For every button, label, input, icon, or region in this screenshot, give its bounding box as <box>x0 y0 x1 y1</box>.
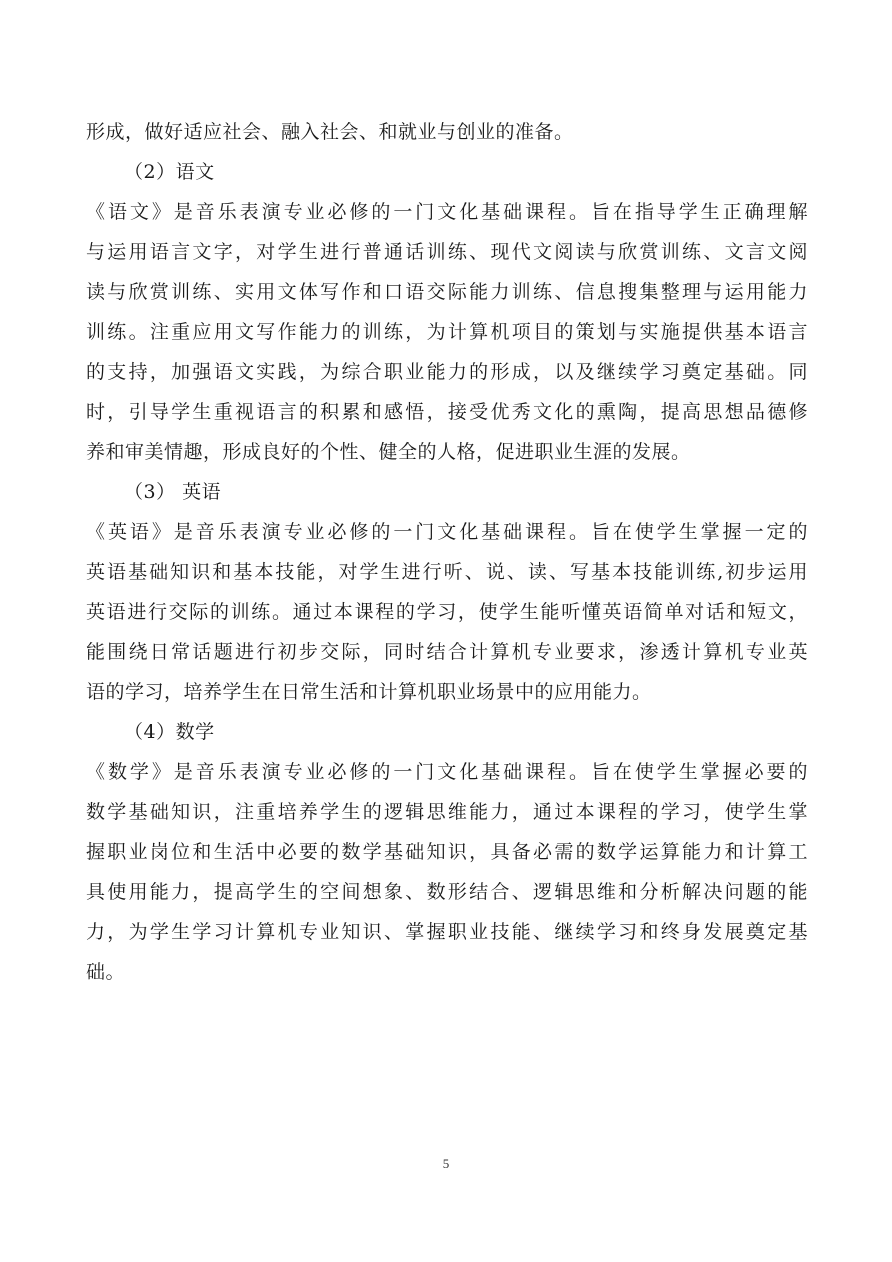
document-body <box>86 112 808 992</box>
paragraph-line: 数学基础知识，注重培养学生的逻辑思维能力，通过本课程的学习，使学生掌 <box>86 801 808 823</box>
paragraph-line: 力，为学生学习计算机专业知识、掌握职业技能、继续学习和终身发展奠定基 <box>86 921 808 943</box>
paragraph-line: 础。 <box>86 961 126 983</box>
paragraph-line: 形成，做好适应社会、融入社会、和就业与创业的准备。 <box>86 121 574 143</box>
paragraph-line: 《英语》是音乐表演专业必修的一门文化基础课程。旨在使学生掌握一定的 <box>86 521 808 543</box>
paragraph-line: 读与欣赏训练、实用文体写作和口语交际能力训练、信息搜集整理与运用能力 <box>86 281 808 303</box>
section-heading: （4）数学 <box>124 721 215 743</box>
paragraph-line: 时，引导学生重视语言的积累和感悟，接受优秀文化的熏陶，提高思想品德修 <box>86 401 808 423</box>
paragraph-line: 与运用语言文字，对学生进行普通话训练、现代文阅读与欣赏训练、文言文阅 <box>86 241 808 263</box>
paragraph-line: 《语文》是音乐表演专业必修的一门文化基础课程。旨在指导学生正确理解 <box>86 201 808 223</box>
paragraph-line: 能围绕日常话题进行初步交际，同时结合计算机专业要求，渗透计算机专业英 <box>86 641 808 663</box>
paragraph-line: 英语基础知识和基本技能，对学生进行听、说、读、写基本技能训练,初步运用 <box>86 561 808 583</box>
paragraph-line: 的支持，加强语文实践，为综合职业能力的形成，以及继续学习奠定基础。同 <box>86 361 808 383</box>
paragraph-line: 英语进行交际的训练。通过本课程的学习，使学生能听懂英语简单对话和短文， <box>86 601 808 623</box>
section-heading: （3） 英语 <box>124 481 222 503</box>
paragraph-line: 《数学》是音乐表演专业必修的一门文化基础课程。旨在使学生掌握必要的 <box>86 761 808 783</box>
page-number: 5 <box>442 1156 450 1171</box>
paragraph-line: 训练。注重应用文写作能力的训练，为计算机项目的策划与实施提供基本语言 <box>86 321 808 343</box>
paragraph-line: 握职业岗位和生活中必要的数学基础知识，具备必需的数学运算能力和计算工 <box>86 841 808 863</box>
paragraph-line: 具使用能力，提高学生的空间想象、数形结合、逻辑思维和分析解决问题的能 <box>86 881 808 903</box>
paragraph-line: 养和审美情趣，形成良好的个性、健全的人格，促进职业生涯的发展。 <box>86 441 691 463</box>
section-heading: （2）语文 <box>124 161 215 183</box>
paragraph-line: 语的学习，培养学生在日常生活和计算机职业场景中的应用能力。 <box>86 681 652 703</box>
